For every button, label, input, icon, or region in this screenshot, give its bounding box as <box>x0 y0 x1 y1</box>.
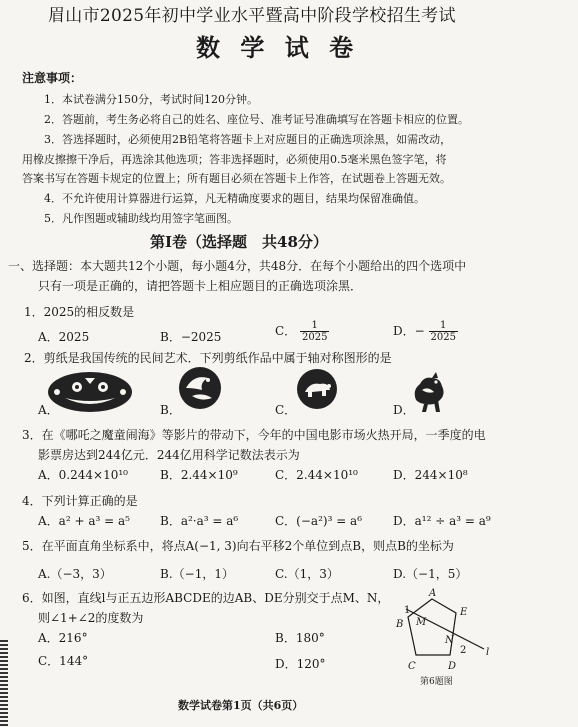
note-2: 2．答题前，考生务必将自己的姓名、座位号、准考证号准确填写在答题卡相应的位置。 <box>44 113 469 126</box>
note-3a: 3．答选择题时，必须使用2B铅笔将答题卡上对应题目的正确选项涂黑，如需改动， <box>44 133 452 146</box>
q1-option-d <box>393 320 458 343</box>
q2-option-d: D． <box>393 403 415 417</box>
q1-option-d-numerator: 1 <box>429 320 458 332</box>
note-5: 5．凡作图题或辅助线均用签字笔画图。 <box>44 212 238 225</box>
papercut-image-c <box>296 368 338 410</box>
binding-edge <box>0 640 8 727</box>
vertex-c-label: C <box>408 661 416 672</box>
q1-option-d-fraction <box>429 320 458 343</box>
note-3c: 答案书写在答题卡规定的位置上；所有题目必须在答题卡上作答，在试题卷上答题无效。 <box>22 172 451 185</box>
q3-stem-2: 影票房达到244亿元．244亿用科学记数法表示为 <box>38 448 300 462</box>
q4-option-a: A．a² + a³ = a⁵ <box>38 514 130 528</box>
q3-stem-1: 3．在《哪吒之魔童闹海》等影片的带动下，今年的中国电影市场火热开局，一季度的电 <box>22 428 486 442</box>
q2-option-b: B． <box>160 403 181 417</box>
q4-stem: 4．下列计算正确的是 <box>22 494 138 508</box>
q3-option-c: C．2.44×10¹⁰ <box>275 468 358 482</box>
q1-option-a: A．2025 <box>38 330 90 344</box>
q5-option-d: D.（−1，5） <box>393 567 468 581</box>
point-m-label: M <box>416 617 427 628</box>
vertex-b-label: B <box>396 619 404 630</box>
papercut-image-b <box>178 366 222 410</box>
figure-caption: 第6题图 <box>420 677 453 687</box>
q1-option-c-denominator: 2025 <box>302 332 328 343</box>
q3-option-a: A．0.244×10¹⁰ <box>38 468 128 482</box>
page-footer: 数学试卷第1页（共6页） <box>178 699 304 712</box>
q5-option-a: A.（−3，3） <box>38 567 112 581</box>
angle-2-label: 2 <box>460 645 467 656</box>
q6-option-c: C．144° <box>38 654 89 668</box>
line-l-label: l <box>486 647 490 658</box>
point-n-label: N <box>445 635 454 646</box>
q2-option-a: A． <box>38 403 59 417</box>
section-instruction-1: 一、选择题：本大题共12个小题，每小题4分，共48分．在每个小题给出的四个选项中 <box>8 259 467 273</box>
angle-1-label: 1 <box>404 605 411 616</box>
q2-stem: 2．剪纸是我国传统的民间艺术．下列剪纸作品中属于轴对称图形的是 <box>24 351 392 365</box>
q1-option-c-label: C． <box>275 324 297 338</box>
q6-stem-1: 6．如图，直线l与正五边形ABCDE的边AB、DE分别交于点M、N， <box>22 591 390 605</box>
q2-option-c: C． <box>275 403 297 417</box>
q1-option-d-label: D．− <box>393 324 425 338</box>
q4-option-c: C．(−a²)³ = a⁶ <box>275 514 363 528</box>
q1-option-b: B．−2025 <box>160 330 222 344</box>
exam-title: 眉山市2025年初中学业水平暨高中阶段学校招生考试 <box>48 6 456 26</box>
q1-option-c <box>275 320 329 343</box>
q1-stem: 1．2025的相反数是 <box>24 305 135 319</box>
section-title: 第Ⅰ卷（选择题 共48分） <box>150 233 328 251</box>
notes-heading: 注意事项： <box>22 71 83 85</box>
note-3b: 用橡皮擦擦干净后，再选涂其他选项；答非选择题时，必须使用0.5毫米黑色签字笔，将 <box>22 153 447 166</box>
q5-stem: 5．在平面直角坐标系中，将点A(−1, 3)向右平移2个单位到点B，则点B的坐标为 <box>22 539 454 553</box>
vertex-e-label: E <box>460 607 468 618</box>
q6-option-d: D．120° <box>275 657 326 671</box>
q6-option-a: A．216° <box>38 631 88 645</box>
q6-option-b: B．180° <box>275 631 325 645</box>
vertex-d-label: D <box>448 661 457 672</box>
vertex-a-label: A <box>429 588 437 599</box>
q5-option-b: B.（−1，1） <box>160 567 234 581</box>
section-instruction-2: 只有一项是正确的，请把答题卡上相应题目的正确选项涂黑． <box>38 279 363 293</box>
q3-option-d: D．244×10⁸ <box>393 468 468 482</box>
q5-option-c: C.（1，3） <box>275 567 339 581</box>
q1-option-c-numerator: 1 <box>300 320 329 332</box>
note-1: 1．本试卷满分150分，考试时间120分钟。 <box>44 93 258 106</box>
q4-option-d: D．a¹² ÷ a³ = a⁹ <box>393 514 491 528</box>
q6-stem-2: 则∠1+∠2的度数为 <box>38 611 144 625</box>
q1-option-c-fraction <box>300 320 329 343</box>
q1-option-d-denominator: 2025 <box>430 332 456 343</box>
q4-option-b: B．a²·a³ = a⁶ <box>160 514 239 528</box>
pentagon-figure <box>392 585 498 689</box>
q3-option-b: B．2.44×10⁹ <box>160 468 238 482</box>
subject-title: 数 学 试 卷 <box>196 33 360 62</box>
note-4: 4．不允许使用计算器进行运算，凡无精确度要求的题目，结果均保留准确值。 <box>44 192 425 205</box>
